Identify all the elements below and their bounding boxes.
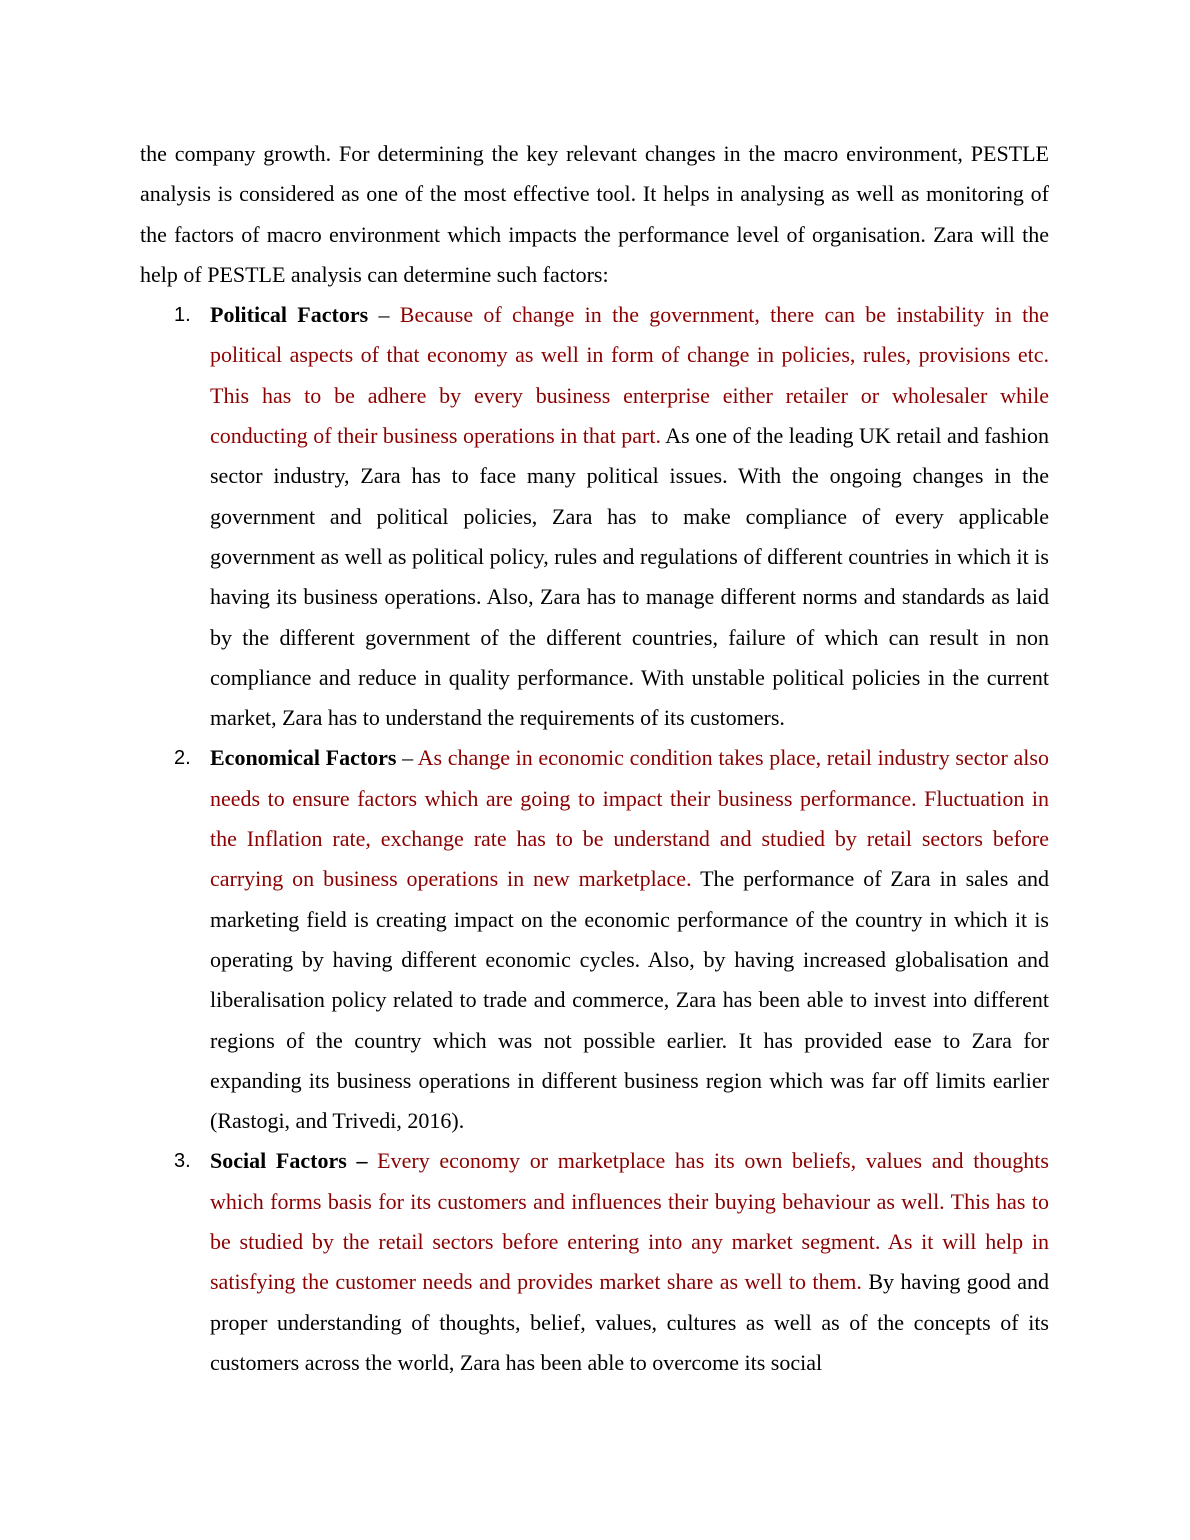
political-factors-paragraph	[210, 295, 1049, 738]
economical-factors-paragraph	[210, 738, 1049, 1141]
social-factors-paragraph	[210, 1141, 1049, 1383]
list-item-social	[140, 1141, 1049, 1383]
document-page	[140, 134, 1049, 1383]
factor-separator: –	[396, 745, 418, 771]
list-item-economical	[140, 738, 1049, 1141]
factor-title: Political Factors	[210, 302, 369, 328]
factor-title: Economical Factors	[210, 745, 397, 771]
factor-highlight-text: As change in economic condition takes place, retail industry sector also needs to ensure factors which are going to impact their business performance. Fluctuation in the Inflation rate, exchange rate has to be understand and studied by retail sectors before carrying on business operations in new marketplace.	[210, 745, 1049, 892]
factor-body-text: The performance of Zara in sales and marketing field is creating impact on the economic performance of the country in which it is operating by having different economic cycles. Also, by having increased globalisation and liberalisation policy related to trade and commerce, Zara has been able to invest into different regions of the country which was not possible earlier. It has provided ease to Zara for expanding its business operations in different business region which was far off limits earlier (Rastogi, and Trivedi, 2016).	[210, 866, 1050, 1134]
factor-highlight-text: Because of change in the government, there can be instability in the political aspects of that economy as well in form of change in policies, rules, provisions etc. This has to be adhere by every business enterprise either retailer or wholesaler while conducting of their business operations in that part.	[210, 302, 1050, 449]
list-item-political	[140, 295, 1049, 738]
factor-body-text: By having good and proper understanding of thoughts, belief, values, cultures as well as of the concepts of its customers across the world, Zara has been able to overcome its social	[210, 1269, 1049, 1375]
factor-title: Social Factors –	[210, 1148, 368, 1174]
factor-separator	[367, 1148, 377, 1173]
factors-list	[140, 295, 1049, 1383]
factor-body-text: As one of the leading UK retail and fashion sector industry, Zara has to face many political issues. With the ongoing changes in the government and political policies, Zara has to make compliance of every applicable government as well as political policy, rules and regulations of different countries in which it is having its business operations. Also, Zara has to manage different norms and standards as laid by the different government of the different countries, failure of which can result in non compliance and reduce in quality performance. With unstable political policies in the current market, Zara has to understand the requirements of its customers.	[210, 423, 1049, 731]
factor-separator: –	[368, 302, 400, 328]
list-number: 2.	[174, 747, 191, 770]
factor-highlight-text: Every economy or marketplace has its own beliefs, values and thoughts which forms basis for its customers and influences their buying behaviour as well. This has to be studied by the retail sectors before entering into any market segment. As it will help in satisfying the customer needs and provides market share as well to them.	[210, 1148, 1049, 1295]
list-number: 1.	[174, 304, 191, 327]
list-number: 3.	[174, 1150, 191, 1173]
intro-paragraph: the company growth. For determining the key relevant changes in the macro environment, PESTLE analysis is considered as one of the most effective tool. It helps in analysing as well as monitoring of the factors of macro environment which impacts the performance level of organisation. Zara will the help of PESTLE analysis can determine such factors:	[140, 141, 1049, 287]
